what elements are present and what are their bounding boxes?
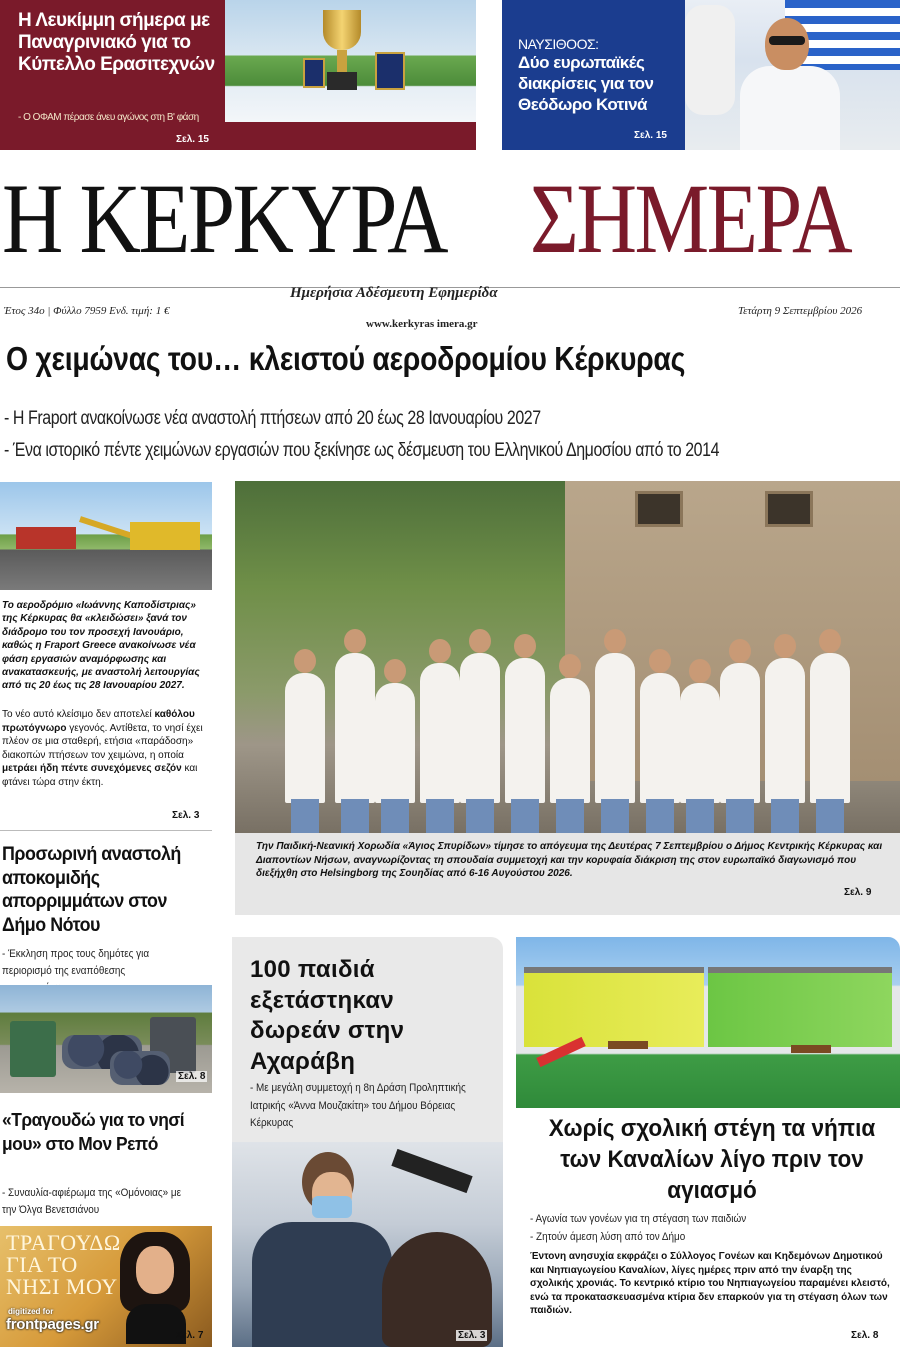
promo-box-lefkimmi[interactable]: [0, 0, 476, 150]
waste-subtitle: - Έκκληση προς τους δημότες για περιορισμό της εναπόθεσης: [2, 948, 150, 977]
school-body-text: Έντονη ανησυχία εκφράζει ο Σύλλογος Γονέων και Κηδεμόνων Δημοτικού και Νηπιαγωγείου Καναλίων, λίγες ημέρες πριν από την έναρξη της σχολικής χρονιάς. Το κεντρικό κτίριο του Νηπιαγωγείου παραμένει κλειστό, ενώ τα προκατασκευασμένα κτίρια δεν επαρκούν για τη στέγαση όλων των παιδιών.: [530, 1251, 890, 1317]
promo-subtitle: - Ο ΟΦΑΜ πέρασε άνευ αγώνος στη Β' φάση: [18, 112, 199, 123]
page-reference: Σελ. 3: [172, 810, 200, 821]
window-shape: [635, 491, 683, 527]
plaque-shape: [375, 52, 405, 90]
masthead[interactable]: [0, 158, 900, 288]
window-shape: [765, 491, 813, 527]
watermark: frontpages.gr: [6, 1316, 99, 1333]
prefab-building-shape: [524, 967, 704, 1047]
person-body-shape: [740, 66, 840, 150]
airport-works-photo: [0, 482, 212, 590]
trophy-photo: [225, 0, 476, 122]
song-headline[interactable]: «Τραγουδώ για το νησί μου» στο Μον Ρεπό: [2, 1109, 185, 1154]
page-reference: Σελ. 8: [851, 1330, 879, 1341]
page-reference: Σελ. 9: [844, 887, 872, 898]
health-headline: 100 παιδιά εξετάστηκαν δωρεάν στην Αχαράβη: [250, 956, 405, 1075]
school-headline[interactable]: Χωρίς σχολική στέγη τα νήπια των Καναλίων λίγο πριν τον αγιασμό: [548, 1115, 876, 1204]
column-divider: [0, 830, 212, 831]
school-subtitles: [530, 1211, 854, 1246]
lamp-shape: [391, 1149, 472, 1193]
waste-headline[interactable]: Προσωρινή αναστολή αποκομιδής απορριμμάτων στον Δήμο Νότου: [2, 844, 181, 936]
bag-shape: [685, 5, 735, 115]
school-subtitle-line: - Ζητούν άμεση λύση από τον Δήμο: [530, 1230, 686, 1243]
milling-machine-shape: [130, 522, 200, 550]
choir-caption: Την Παιδική-Νεανική Χορωδία «Άγιος Σπυρίδων» τίμησε το απόγευμα της Δευτέρας 7 Σεπτεμβρίου ο Δήμος Κεντρικής Κέρκυρας και Διαποντίων Νήσων, αναγνωρίζοντας τη σπουδαία συμμετοχή και την κορυφαία διάκριση της στον ευρωπαϊκό διαγωνισμό που διεξήχθη στο Helsingborg της Σουηδίας από 6-16 Αυγούστου 2026.: [256, 841, 883, 879]
promo-kicker: ΝΑΥΣΙΘΟΟΣ:: [518, 36, 599, 52]
lead-headline[interactable]: Ο χειμώνας του… κλειστού αεροδρομίου Κέρκυρας: [6, 340, 686, 377]
masthead-title-part2: ΣΗΜΕΡΑ: [530, 163, 851, 274]
masthead-tagline: Ημερήσια Αδέσμευτη Εφημερίδα: [290, 285, 498, 301]
airport-body-text: Το νέο αυτό κλείσιμο δεν αποτελεί καθόλου πρωτόγνωρο γεγονός. Αντίθετα, το νησί έχει πλέον σε μια σταθερή, ετήσια «παράδοση» διακοπών πτήσεων τον χειμώνα, η οποία μετράει ήδη πέντε συνεχόμενες σεζόν και φτάνει τώρα στην έκτη.: [2, 709, 203, 788]
page-reference: Σελ. 15: [176, 134, 209, 145]
kindergarten-photo: [516, 937, 900, 1108]
bench-shape: [608, 1041, 648, 1049]
masthead-title-part1: Η ΚΕΡΚΥΡΑ: [2, 163, 446, 274]
watermark-small: digitized for: [8, 1307, 54, 1316]
page-reference: Σελ. 3: [458, 1330, 486, 1341]
page-reference: Σελ. 15: [634, 130, 667, 141]
sunglasses-shape: [769, 36, 805, 45]
lead-deck-line: - Ένα ιστορικό πέντε χειμώνων εργασιών που ξεκίνησε ως δέσμευση του Ελληνικού Δημοσίου από το 2014: [4, 440, 720, 461]
bin-shape: [10, 1021, 56, 1077]
doctor-exam-photo: [232, 1142, 503, 1347]
bench-shape: [791, 1045, 831, 1053]
page-reference: Σελ. 7: [176, 1330, 204, 1341]
plaque-shape: [303, 58, 325, 88]
health-subtitle: - Με μεγάλη συμμετοχή η 8η Δράση Προληπτικής Ιατρικής «Άννα Μουζακίτη» του Δήμου Βόρειας Κέρκυρας: [250, 1082, 466, 1129]
garbage-bags-shape: [110, 1051, 170, 1085]
promo-box-nausithoos[interactable]: [502, 0, 900, 150]
website-link[interactable]: www.kerkyras imera.gr: [366, 318, 478, 330]
truck-shape: [16, 527, 76, 549]
page-reference: Σελ. 8: [178, 1071, 206, 1082]
doctor-body-shape: [252, 1222, 392, 1347]
school-subtitle-line: - Αγωνία των γονέων για τη στέγαση των παιδιών: [530, 1213, 747, 1225]
mask-shape: [312, 1196, 352, 1218]
promo-title: Η Λευκίμμη σήμερα με Παναγρινιακό για το Κύπελλο Ερασιτεχνών: [18, 10, 215, 75]
issue-date: Τετάρτη 9 Σεπτεμβρίου 2026: [738, 305, 863, 317]
singer-shape: [120, 1232, 190, 1342]
issue-info: Έτος 34ο | Φύλλο 7959 Ενδ. τιμή: 1 €: [4, 305, 170, 317]
promo-title: Δύο ευρωπαϊκές διακρίσεις για τον Θεόδωρο Κοτινά: [518, 53, 654, 114]
song-subtitle: - Συναυλία-αφιέρωμα της «Ομόνοιας» με την Όλγα Βενετσιάνου: [2, 1187, 182, 1216]
choir-photo: [235, 481, 900, 833]
poster-title: ΤΡΑΓΟΥΔΩ ΓΙΑ ΤΟ ΝΗΣΙ ΜΟΥ: [6, 1230, 121, 1299]
prefab-building-shape: [708, 967, 892, 1047]
airport-lead-text: Το αεροδρόμιο «Ιωάννης Καποδίστριας» της Κέρκυρας θα «κλειδώσει» ξανά τον διάδρομο του τον προσεχή Ιανουάριο, καθώς η Fraport Greece ανακοίνωσε νέα φάση εργασιών αναμόρφωσης και ανακατασκευής, με αναστολή λειτουργίας από τις 20 έως τις 28 Ιανουαρίου 2027.: [2, 600, 200, 692]
athlete-photo: [685, 0, 900, 150]
lead-deck-line: - Η Fraport ανακοίνωσε νέα αναστολή πτήσεων από 20 έως 28 Ιανουαρίου 2027: [4, 408, 541, 429]
